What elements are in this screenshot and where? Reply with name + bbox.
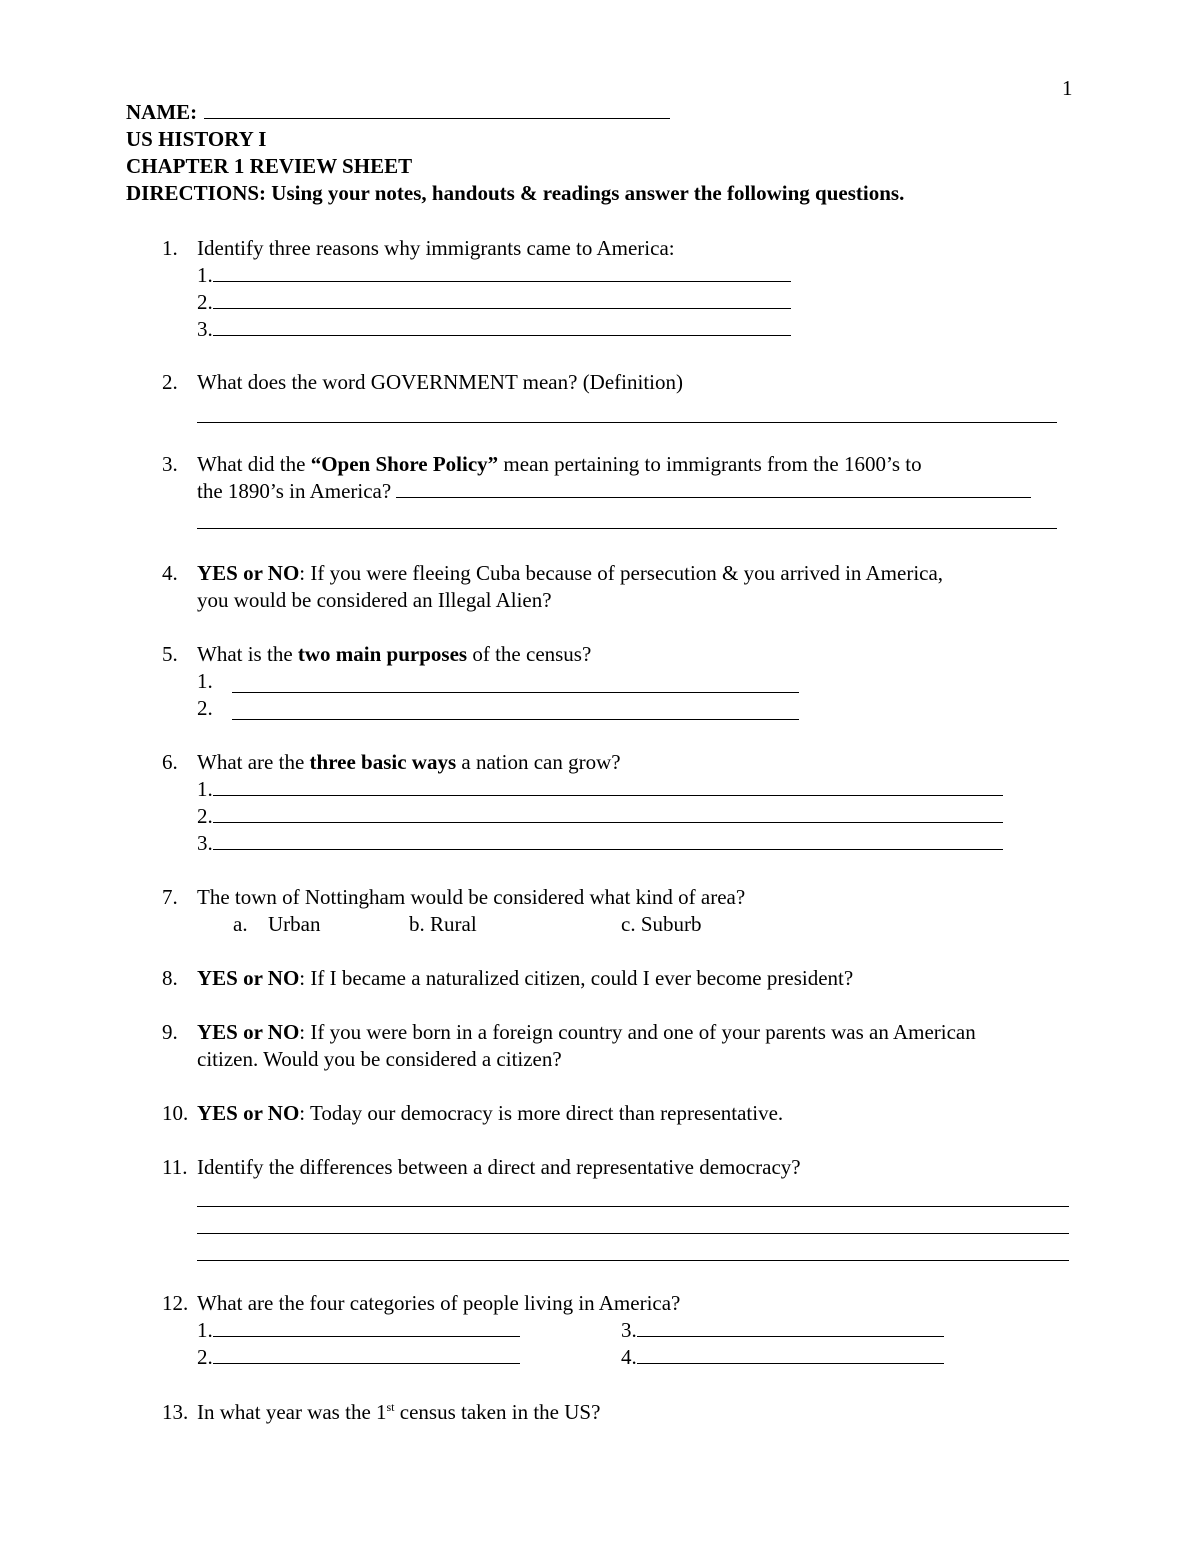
- name-label: NAME:: [126, 100, 198, 124]
- q8-question: : If I became a naturalized citizen, could I ever become president?: [299, 966, 854, 990]
- q1-blank-label: 1.: [197, 263, 213, 287]
- q12-blank-row: [197, 1344, 520, 1370]
- q1-answer-field[interactable]: [213, 289, 791, 309]
- q9-line2: citizen. Would you be considered a citizen?: [197, 1047, 562, 1071]
- q8-number: 8.: [162, 966, 178, 990]
- q2-text: What does the word GOVERNMENT mean? (Definition): [197, 370, 683, 394]
- q1-answer-field[interactable]: [213, 316, 791, 336]
- q11-answer-line[interactable]: [197, 1233, 1069, 1234]
- q6-blank-row: [197, 776, 1003, 802]
- q10-text: [197, 1100, 783, 1126]
- q11-number: 11.: [162, 1155, 188, 1179]
- q5-number: 5.: [162, 642, 178, 666]
- q9-yes-no: YES or NO: [197, 1020, 300, 1044]
- q3-text-pre: What did the: [197, 452, 311, 476]
- q5-text-post: of the census?: [467, 642, 592, 666]
- q1-answer-field[interactable]: [213, 262, 791, 282]
- q7-option-b[interactable]: b. Rural: [409, 912, 477, 936]
- q12-blank-label: 3.: [621, 1318, 637, 1342]
- q3-answer-field[interactable]: [396, 478, 1031, 498]
- q1-blank-row: [197, 289, 791, 315]
- q5-blank-label: 1.: [197, 669, 213, 693]
- q6-blank-row: [197, 803, 1003, 829]
- directions-label: DIRECTIONS:: [126, 181, 267, 205]
- q11-answer-line[interactable]: [197, 1260, 1069, 1261]
- q5-text-pre: What is the: [197, 642, 298, 666]
- q12-text: What are the four categories of people living in America?: [197, 1291, 681, 1315]
- q12-answer-field[interactable]: [213, 1344, 520, 1364]
- q12-blank-row: [621, 1317, 944, 1343]
- q1-number: 1.: [162, 236, 178, 260]
- q12-blank-label: 1.: [197, 1318, 213, 1342]
- q7-number: 7.: [162, 885, 178, 909]
- q9-text: [197, 1019, 976, 1045]
- q11-answer-line[interactable]: [197, 1206, 1069, 1207]
- q9-question: : If you were born in a foreign country and one of your parents was an American: [299, 1020, 976, 1044]
- q3-line2: the 1890’s in America?: [197, 479, 392, 503]
- q13-ordinal-suffix: st: [386, 1400, 395, 1414]
- q6-blank-label: 3.: [197, 831, 213, 855]
- q3-answer-line[interactable]: [197, 528, 1057, 529]
- name-field[interactable]: [204, 99, 670, 119]
- q12-blank-row: [197, 1317, 520, 1343]
- q12-blank-row: [621, 1344, 944, 1370]
- q6-text-post: a nation can grow?: [456, 750, 621, 774]
- q5-text: [197, 641, 591, 667]
- q12-blank-label: 2.: [197, 1345, 213, 1369]
- q9-number: 9.: [162, 1020, 178, 1044]
- course-title: US HISTORY I: [126, 127, 267, 151]
- q13-text-post: census taken in the US?: [394, 1400, 601, 1424]
- q13-text-pre: In what year was the 1: [197, 1400, 387, 1424]
- q6-answer-field[interactable]: [213, 803, 1003, 823]
- q2-number: 2.: [162, 370, 178, 394]
- q6-answer-field[interactable]: [213, 830, 1003, 850]
- q4-number: 4.: [162, 561, 178, 585]
- q12-blank-label: 4.: [621, 1345, 637, 1369]
- q6-blank-row: [197, 830, 1003, 856]
- q12-answer-field[interactable]: [213, 1317, 520, 1337]
- q6-key-term: three basic ways: [309, 750, 457, 774]
- q4-text: [197, 560, 943, 586]
- q12-answer-field[interactable]: [637, 1317, 944, 1337]
- q10-number: 10.: [162, 1101, 189, 1125]
- q1-blank-row: [197, 262, 791, 288]
- directions: [126, 180, 904, 206]
- q6-answer-field[interactable]: [213, 776, 1003, 796]
- q6-blank-label: 1.: [197, 777, 213, 801]
- q5-answer-line[interactable]: [232, 719, 799, 720]
- q11-text: Identify the differences between a direct and representative democracy?: [197, 1155, 801, 1179]
- sheet-title: CHAPTER 1 REVIEW SHEET: [126, 154, 413, 178]
- page-number: 1: [1062, 76, 1073, 100]
- q4-yes-no: YES or NO: [197, 561, 300, 585]
- q7-option-a-letter: a.: [233, 912, 248, 936]
- q1-blank-label: 2.: [197, 290, 213, 314]
- q5-key-term: two main purposes: [297, 642, 468, 666]
- q10-yes-no: YES or NO: [197, 1101, 300, 1125]
- q3-number: 3.: [162, 452, 178, 476]
- q3-line2-row: [197, 478, 1031, 504]
- q3-text-post: mean pertaining to immigrants from the 1600’s to: [498, 452, 922, 476]
- q13-number: 13.: [162, 1400, 189, 1424]
- name-row: [126, 99, 670, 125]
- q6-blank-label: 2.: [197, 804, 213, 828]
- q4-line2: you would be considered an Illegal Alien?: [197, 588, 552, 612]
- q4-question: : If you were fleeing Cuba because of persecution & you arrived in America,: [299, 561, 944, 585]
- q7-text: The town of Nottingham would be considered what kind of area?: [197, 885, 746, 909]
- q5-blank-label: 2.: [197, 696, 213, 720]
- q3-text: [197, 451, 922, 477]
- q5-answer-line[interactable]: [232, 692, 799, 693]
- q6-text: [197, 749, 621, 775]
- q1-blank-row: [197, 316, 791, 342]
- q6-text-pre: What are the: [197, 750, 310, 774]
- q7-option-a[interactable]: Urban: [268, 912, 321, 936]
- q8-text: [197, 965, 853, 991]
- q10-question: : Today our democracy is more direct than representative.: [299, 1101, 784, 1125]
- q8-yes-no: YES or NO: [197, 966, 300, 990]
- q3-policy-term: “Open Shore Policy”: [310, 452, 499, 476]
- q13-text: [197, 1399, 600, 1425]
- q6-number: 6.: [162, 750, 178, 774]
- q2-answer-line[interactable]: [197, 422, 1057, 423]
- q7-option-c[interactable]: c. Suburb: [621, 912, 702, 936]
- q12-number: 12.: [162, 1291, 189, 1315]
- q1-text: Identify three reasons why immigrants came to America:: [197, 236, 675, 260]
- directions-text: Using your notes, handouts & readings answer the following questions.: [271, 181, 905, 205]
- q1-blank-label: 3.: [197, 317, 213, 341]
- q12-answer-field[interactable]: [637, 1344, 944, 1364]
